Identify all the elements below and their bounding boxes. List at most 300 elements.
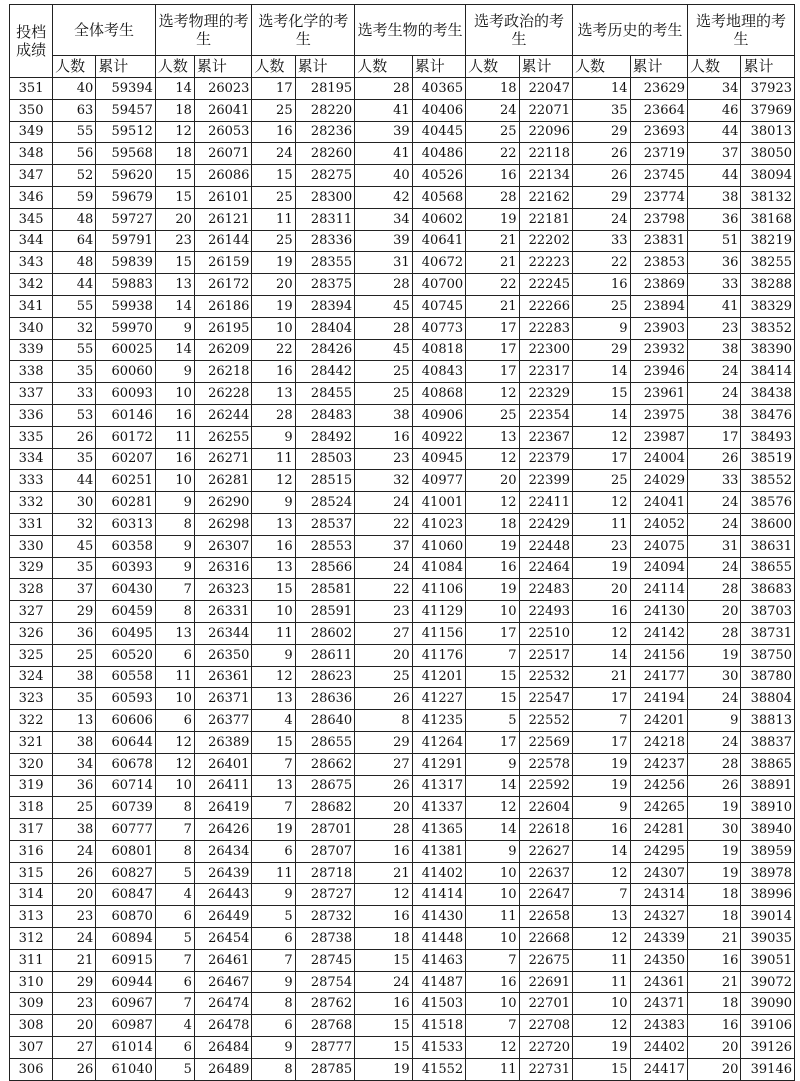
table-row	[10, 840, 795, 862]
score-cell: 315	[10, 862, 53, 884]
cumulative-cell: 39146	[741, 1058, 795, 1080]
cumulative-cell: 24218	[630, 731, 688, 753]
count-cell: 7	[572, 710, 630, 732]
count-cell: 20	[53, 1015, 96, 1037]
count-cell: 20	[53, 884, 96, 906]
count-cell: 40	[53, 78, 96, 100]
count-cell: 19	[466, 579, 519, 601]
count-cell: 63	[53, 99, 96, 121]
cumulative-cell: 38780	[741, 666, 795, 688]
count-cell: 12	[355, 884, 413, 906]
score-cell: 324	[10, 666, 53, 688]
cumulative-cell: 41503	[412, 993, 465, 1015]
cumulative-cell: 26071	[194, 143, 252, 165]
count-cell: 15	[355, 1015, 413, 1037]
count-cell: 18	[355, 928, 413, 950]
count-cell: 32	[53, 317, 96, 339]
count-cell: 35	[53, 448, 96, 470]
cumulative-cell: 22464	[519, 557, 572, 579]
score-cell: 319	[10, 775, 53, 797]
count-cell: 19	[572, 1037, 630, 1059]
count-cell: 14	[155, 78, 194, 100]
cumulative-cell: 22731	[519, 1058, 572, 1080]
cumulative-cell: 38813	[741, 710, 795, 732]
cumulative-cell: 59512	[96, 121, 156, 143]
header-history: 选考历史的考生	[572, 5, 687, 56]
subheader-count: 人数	[155, 56, 194, 78]
cumulative-cell: 60358	[96, 535, 156, 557]
count-cell: 25	[252, 230, 295, 252]
count-cell: 15	[572, 383, 630, 405]
count-cell: 17	[466, 339, 519, 361]
count-cell: 14	[572, 840, 630, 862]
count-cell: 11	[252, 622, 295, 644]
count-cell: 22	[572, 252, 630, 274]
table-row	[10, 797, 795, 819]
cumulative-cell: 26228	[194, 383, 252, 405]
cumulative-cell: 38576	[741, 492, 795, 514]
count-cell: 12	[252, 470, 295, 492]
table-row	[10, 535, 795, 557]
count-cell: 31	[688, 535, 741, 557]
table-row	[10, 208, 795, 230]
count-cell: 17	[252, 78, 295, 100]
count-cell: 28	[355, 78, 413, 100]
cumulative-cell: 40922	[412, 426, 465, 448]
header-geography: 选考地理的考生	[688, 5, 795, 56]
cumulative-cell: 22317	[519, 361, 572, 383]
count-cell: 16	[572, 601, 630, 623]
count-cell: 6	[155, 906, 194, 928]
cumulative-cell: 22578	[519, 753, 572, 775]
table-header-row	[10, 5, 795, 56]
cumulative-cell: 26255	[194, 426, 252, 448]
count-cell: 15	[252, 731, 295, 753]
score-cell: 334	[10, 448, 53, 470]
cumulative-cell: 38804	[741, 688, 795, 710]
cumulative-cell: 28336	[295, 230, 355, 252]
count-cell: 19	[252, 819, 295, 841]
count-cell: 45	[355, 339, 413, 361]
cumulative-cell: 60520	[96, 644, 156, 666]
cumulative-cell: 26159	[194, 252, 252, 274]
cumulative-cell: 26449	[194, 906, 252, 928]
count-cell: 59	[53, 186, 96, 208]
score-cell: 332	[10, 492, 53, 514]
count-cell: 12	[155, 731, 194, 753]
cumulative-cell: 28655	[295, 731, 355, 753]
count-cell: 19	[466, 208, 519, 230]
cumulative-cell: 22071	[519, 99, 572, 121]
count-cell: 45	[53, 535, 96, 557]
score-cell: 336	[10, 404, 53, 426]
count-cell: 15	[155, 186, 194, 208]
cumulative-cell: 28675	[295, 775, 355, 797]
table-row	[10, 1037, 795, 1059]
cumulative-cell: 22708	[519, 1015, 572, 1037]
count-cell: 12	[155, 121, 194, 143]
cumulative-cell: 40977	[412, 470, 465, 492]
cumulative-cell: 41106	[412, 579, 465, 601]
cumulative-cell: 41291	[412, 753, 465, 775]
cumulative-cell: 40568	[412, 186, 465, 208]
header-politics: 选考政治的考生	[466, 5, 573, 56]
score-cell: 311	[10, 949, 53, 971]
cumulative-cell: 28636	[295, 688, 355, 710]
cumulative-cell: 22181	[519, 208, 572, 230]
cumulative-cell: 22118	[519, 143, 572, 165]
count-cell: 31	[355, 252, 413, 274]
count-cell: 15	[355, 949, 413, 971]
cumulative-cell: 28727	[295, 884, 355, 906]
cumulative-cell: 60558	[96, 666, 156, 688]
table-row	[10, 186, 795, 208]
cumulative-cell: 59970	[96, 317, 156, 339]
count-cell: 16	[355, 993, 413, 1015]
cumulative-cell: 22691	[519, 971, 572, 993]
cumulative-cell: 24417	[630, 1058, 688, 1080]
cumulative-cell: 28220	[295, 99, 355, 121]
count-cell: 30	[688, 666, 741, 688]
score-cell: 321	[10, 731, 53, 753]
score-cell: 340	[10, 317, 53, 339]
score-cell: 307	[10, 1037, 53, 1059]
count-cell: 12	[466, 448, 519, 470]
cumulative-cell: 26023	[194, 78, 252, 100]
count-cell: 14	[572, 361, 630, 383]
cumulative-cell: 60644	[96, 731, 156, 753]
cumulative-cell: 41023	[412, 513, 465, 535]
score-cell: 350	[10, 99, 53, 121]
cumulative-cell: 26461	[194, 949, 252, 971]
cumulative-cell: 60801	[96, 840, 156, 862]
count-cell: 24	[688, 688, 741, 710]
cumulative-cell: 38352	[741, 317, 795, 339]
cumulative-cell: 26121	[194, 208, 252, 230]
count-cell: 16	[466, 971, 519, 993]
cumulative-cell: 40773	[412, 317, 465, 339]
cumulative-cell: 60172	[96, 426, 156, 448]
count-cell: 26	[688, 775, 741, 797]
cumulative-cell: 38731	[741, 622, 795, 644]
cumulative-cell: 22637	[519, 862, 572, 884]
count-cell: 19	[572, 753, 630, 775]
count-cell: 23	[155, 230, 194, 252]
cumulative-cell: 23745	[630, 165, 688, 187]
table-row	[10, 710, 795, 732]
cumulative-cell: 26454	[194, 928, 252, 950]
score-cell: 328	[10, 579, 53, 601]
count-cell: 15	[252, 165, 295, 187]
cumulative-cell: 60146	[96, 404, 156, 426]
count-cell: 10	[466, 928, 519, 950]
cumulative-cell: 38132	[741, 186, 795, 208]
count-cell: 20	[155, 208, 194, 230]
count-cell: 10	[155, 775, 194, 797]
count-cell: 6	[155, 710, 194, 732]
cumulative-cell: 23693	[630, 121, 688, 143]
count-cell: 17	[572, 731, 630, 753]
cumulative-cell: 38013	[741, 121, 795, 143]
count-cell: 16	[355, 840, 413, 862]
cumulative-cell: 26053	[194, 121, 252, 143]
cumulative-cell: 22552	[519, 710, 572, 732]
count-cell: 17	[466, 361, 519, 383]
subheader-count: 人数	[688, 56, 741, 78]
count-cell: 8	[155, 797, 194, 819]
cumulative-cell: 38631	[741, 535, 795, 557]
cumulative-cell: 60430	[96, 579, 156, 601]
cumulative-cell: 28260	[295, 143, 355, 165]
count-cell: 11	[572, 971, 630, 993]
count-cell: 21	[688, 971, 741, 993]
cumulative-cell: 28602	[295, 622, 355, 644]
cumulative-cell: 23894	[630, 295, 688, 317]
count-cell: 26	[355, 775, 413, 797]
cumulative-cell: 28785	[295, 1058, 355, 1080]
count-cell: 29	[572, 186, 630, 208]
count-cell: 44	[688, 121, 741, 143]
count-cell: 33	[688, 274, 741, 296]
count-cell: 36	[688, 208, 741, 230]
cumulative-cell: 60281	[96, 492, 156, 514]
score-cell: 322	[10, 710, 53, 732]
subheader-cumulative: 累计	[412, 56, 465, 78]
count-cell: 24	[53, 840, 96, 862]
cumulative-cell: 22483	[519, 579, 572, 601]
cumulative-cell: 22379	[519, 448, 572, 470]
count-cell: 9	[688, 710, 741, 732]
score-cell: 331	[10, 513, 53, 535]
count-cell: 16	[572, 274, 630, 296]
cumulative-cell: 41365	[412, 819, 465, 841]
cumulative-cell: 26186	[194, 295, 252, 317]
count-cell: 11	[252, 448, 295, 470]
cumulative-cell: 60251	[96, 470, 156, 492]
cumulative-cell: 22223	[519, 252, 572, 274]
cumulative-cell: 40365	[412, 78, 465, 100]
count-cell: 19	[252, 295, 295, 317]
score-cell: 317	[10, 819, 53, 841]
cumulative-cell: 37969	[741, 99, 795, 121]
cumulative-cell: 41156	[412, 622, 465, 644]
cumulative-cell: 26195	[194, 317, 252, 339]
table-row	[10, 295, 795, 317]
count-cell: 14	[466, 775, 519, 797]
cumulative-cell: 24402	[630, 1037, 688, 1059]
cumulative-cell: 59394	[96, 78, 156, 100]
cumulative-cell: 23798	[630, 208, 688, 230]
cumulative-cell: 38219	[741, 230, 795, 252]
count-cell: 12	[466, 1037, 519, 1059]
count-cell: 10	[155, 470, 194, 492]
score-cell: 323	[10, 688, 53, 710]
cumulative-cell: 40526	[412, 165, 465, 187]
count-cell: 25	[355, 361, 413, 383]
cumulative-cell: 38438	[741, 383, 795, 405]
cumulative-cell: 22618	[519, 819, 572, 841]
cumulative-cell: 40906	[412, 404, 465, 426]
count-cell: 13	[252, 775, 295, 797]
count-cell: 11	[466, 906, 519, 928]
count-cell: 37	[688, 143, 741, 165]
cumulative-cell: 28483	[295, 404, 355, 426]
score-cell: 339	[10, 339, 53, 361]
count-cell: 19	[572, 557, 630, 579]
count-cell: 19	[355, 1058, 413, 1080]
header-physics: 选考物理的考生	[155, 5, 252, 56]
count-cell: 9	[155, 535, 194, 557]
count-cell: 30	[53, 492, 96, 514]
cumulative-cell: 38959	[741, 840, 795, 862]
cumulative-cell: 28762	[295, 993, 355, 1015]
score-cell: 335	[10, 426, 53, 448]
count-cell: 14	[466, 819, 519, 841]
count-cell: 10	[155, 383, 194, 405]
cumulative-cell: 40945	[412, 448, 465, 470]
count-cell: 25	[252, 186, 295, 208]
count-cell: 45	[355, 295, 413, 317]
count-cell: 23	[572, 535, 630, 557]
score-cell: 310	[10, 971, 53, 993]
table-row	[10, 557, 795, 579]
cumulative-cell: 60093	[96, 383, 156, 405]
count-cell: 8	[252, 993, 295, 1015]
cumulative-cell: 22354	[519, 404, 572, 426]
cumulative-cell: 38750	[741, 644, 795, 666]
count-cell: 24	[688, 557, 741, 579]
count-cell: 22	[355, 513, 413, 535]
count-cell: 6	[252, 840, 295, 862]
count-cell: 6	[155, 644, 194, 666]
cumulative-cell: 22532	[519, 666, 572, 688]
count-cell: 7	[466, 949, 519, 971]
cumulative-cell: 24256	[630, 775, 688, 797]
count-cell: 55	[53, 121, 96, 143]
count-cell: 15	[355, 1037, 413, 1059]
cumulative-cell: 41533	[412, 1037, 465, 1059]
cumulative-cell: 26377	[194, 710, 252, 732]
count-cell: 9	[466, 753, 519, 775]
cumulative-cell: 26281	[194, 470, 252, 492]
cumulative-cell: 39090	[741, 993, 795, 1015]
cumulative-cell: 38552	[741, 470, 795, 492]
count-cell: 37	[355, 535, 413, 557]
cumulative-cell: 40445	[412, 121, 465, 143]
count-cell: 35	[53, 688, 96, 710]
count-cell: 9	[252, 1037, 295, 1059]
count-cell: 18	[688, 906, 741, 928]
cumulative-cell: 41060	[412, 535, 465, 557]
count-cell: 15	[252, 579, 295, 601]
cumulative-cell: 41487	[412, 971, 465, 993]
cumulative-cell: 24201	[630, 710, 688, 732]
score-cell: 326	[10, 622, 53, 644]
header-chemistry: 选考化学的考生	[252, 5, 355, 56]
cumulative-cell: 59457	[96, 99, 156, 121]
cumulative-cell: 38094	[741, 165, 795, 187]
cumulative-cell: 28581	[295, 579, 355, 601]
cumulative-cell: 40486	[412, 143, 465, 165]
count-cell: 38	[53, 819, 96, 841]
table-row	[10, 252, 795, 274]
count-cell: 11	[252, 862, 295, 884]
subheader-cumulative: 累计	[630, 56, 688, 78]
cumulative-cell: 26371	[194, 688, 252, 710]
count-cell: 16	[155, 448, 194, 470]
cumulative-cell: 24052	[630, 513, 688, 535]
cumulative-cell: 41463	[412, 949, 465, 971]
count-cell: 18	[466, 78, 519, 100]
cumulative-cell: 24371	[630, 993, 688, 1015]
table-row	[10, 971, 795, 993]
cumulative-cell: 26478	[194, 1015, 252, 1037]
cumulative-cell: 26344	[194, 622, 252, 644]
cumulative-cell: 26411	[194, 775, 252, 797]
score-cell: 349	[10, 121, 53, 143]
cumulative-cell: 38996	[741, 884, 795, 906]
cumulative-cell: 28404	[295, 317, 355, 339]
count-cell: 32	[53, 513, 96, 535]
count-cell: 24	[252, 143, 295, 165]
cumulative-cell: 39106	[741, 1015, 795, 1037]
count-cell: 14	[572, 404, 630, 426]
count-cell: 16	[572, 819, 630, 841]
count-cell: 28	[355, 274, 413, 296]
cumulative-cell: 41337	[412, 797, 465, 819]
cumulative-cell: 38655	[741, 557, 795, 579]
table-row	[10, 448, 795, 470]
cumulative-cell: 23774	[630, 186, 688, 208]
count-cell: 10	[252, 317, 295, 339]
count-cell: 20	[355, 797, 413, 819]
count-cell: 8	[155, 601, 194, 623]
cumulative-cell: 22701	[519, 993, 572, 1015]
count-cell: 12	[466, 492, 519, 514]
count-cell: 17	[572, 448, 630, 470]
cumulative-cell: 26172	[194, 274, 252, 296]
count-cell: 27	[355, 622, 413, 644]
cumulative-cell: 38703	[741, 601, 795, 623]
count-cell: 7	[155, 993, 194, 1015]
count-cell: 16	[355, 426, 413, 448]
count-cell: 35	[53, 361, 96, 383]
cumulative-cell: 23932	[630, 339, 688, 361]
cumulative-cell: 37923	[741, 78, 795, 100]
cumulative-cell: 24265	[630, 797, 688, 819]
cumulative-cell: 26209	[194, 339, 252, 361]
count-cell: 13	[252, 383, 295, 405]
count-cell: 7	[155, 949, 194, 971]
count-cell: 9	[252, 644, 295, 666]
count-cell: 10	[466, 884, 519, 906]
subheader-count: 人数	[252, 56, 295, 78]
cumulative-cell: 24361	[630, 971, 688, 993]
cumulative-cell: 22283	[519, 317, 572, 339]
cumulative-cell: 60987	[96, 1015, 156, 1037]
count-cell: 44	[53, 274, 96, 296]
cumulative-cell: 60060	[96, 361, 156, 383]
count-cell: 48	[53, 208, 96, 230]
cumulative-cell: 24177	[630, 666, 688, 688]
cumulative-cell: 26401	[194, 753, 252, 775]
count-cell: 53	[53, 404, 96, 426]
count-cell: 7	[466, 644, 519, 666]
count-cell: 25	[572, 470, 630, 492]
table-row	[10, 78, 795, 100]
cumulative-cell: 22517	[519, 644, 572, 666]
cumulative-cell: 24281	[630, 819, 688, 841]
